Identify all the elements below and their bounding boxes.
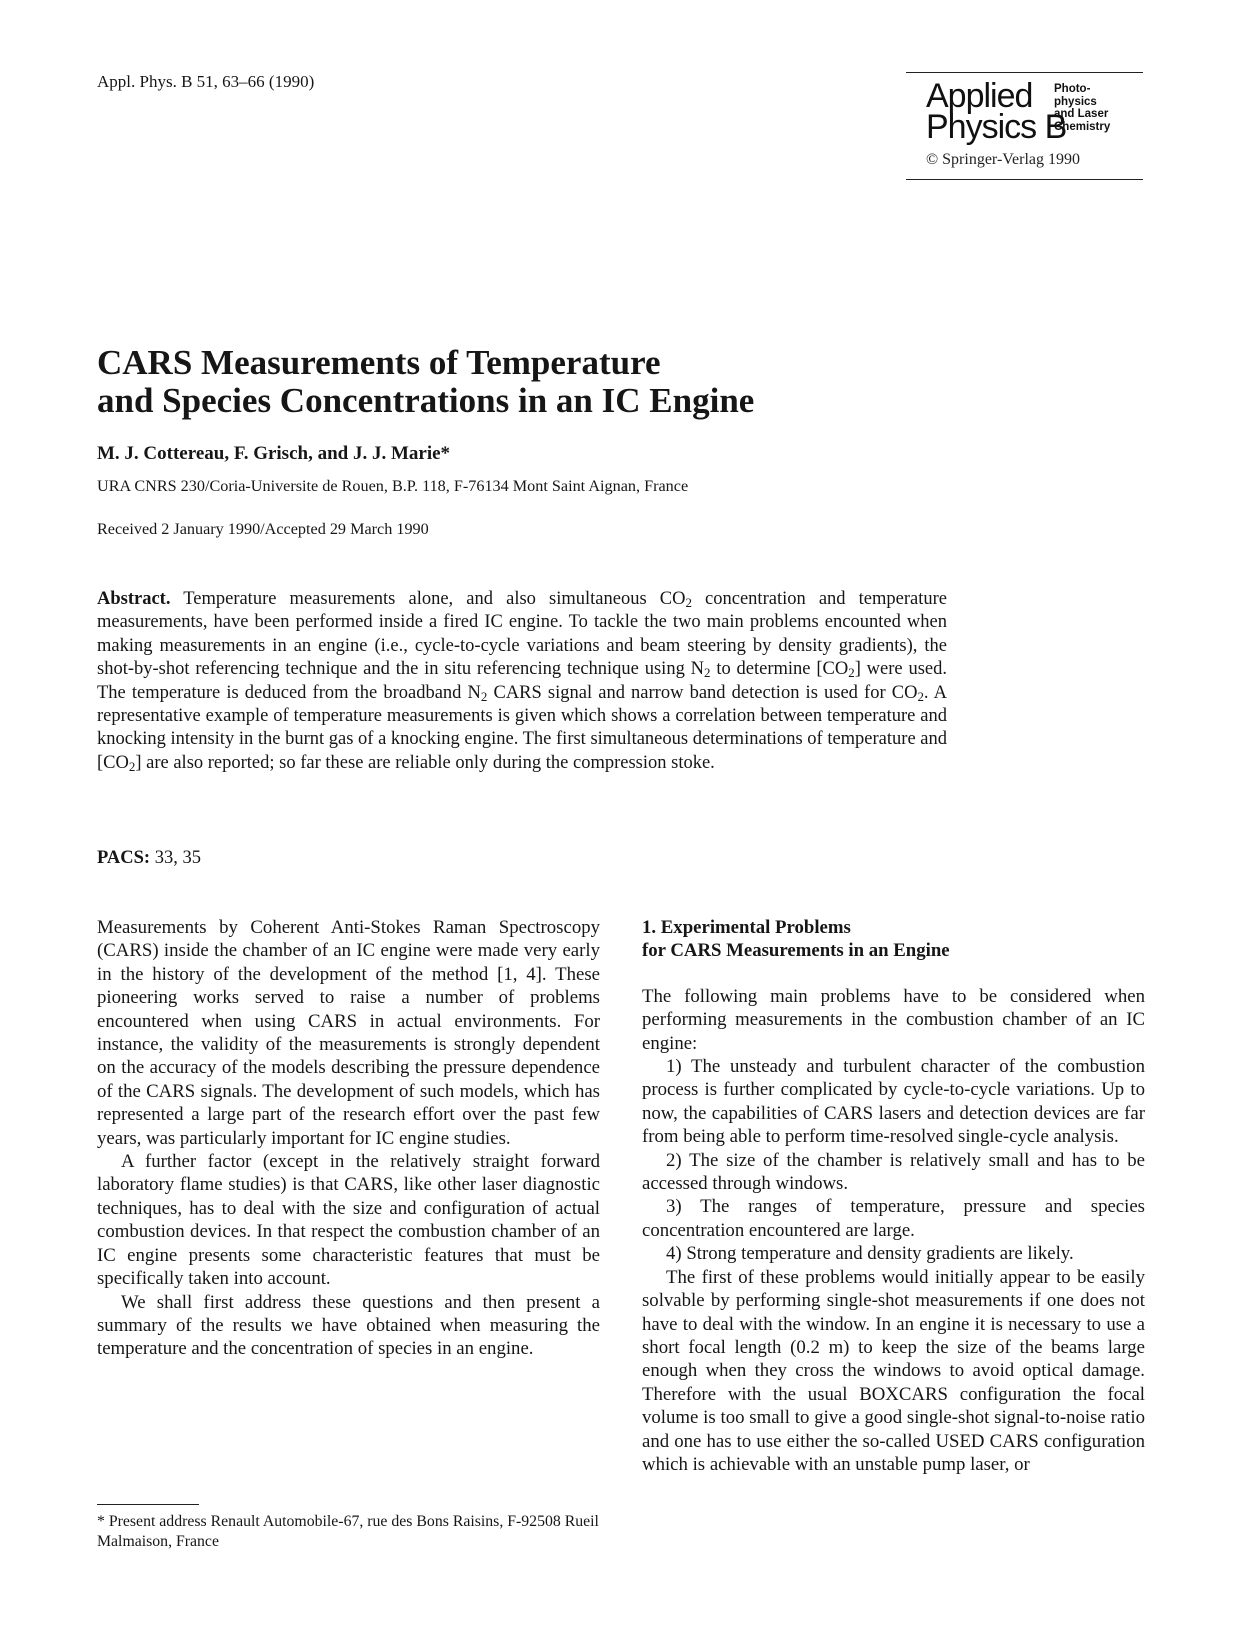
paper-title: CARS Measurements of Temperature and Species Concentrations in an IC Engine xyxy=(97,343,755,420)
journal-subject: Photo- physics and Laser Chemistry xyxy=(1054,83,1111,133)
list-item: 2) The size of the chamber is relatively small and has to be accessed through windows. xyxy=(642,1149,1145,1195)
copyright: © Springer-Verlag 1990 xyxy=(926,151,1081,168)
list-item: 3) The ranges of temperature, pressure and species concentration encountered are large. xyxy=(642,1196,1145,1241)
journal-citation: Appl. Phys. B 51, 63–66 (1990) xyxy=(97,72,315,91)
right-column xyxy=(642,916,1145,1476)
paragraph: Measurements by Coherent Anti-Stokes Raman Spectroscopy (CARS) inside the chamber of an IC engine were made very early in the history of the development of the method [1, 4]. These pioneering works served to raise a number of problems encountered when using CARS in actual environments. For instance, the validity of the measurements is strongly dependent on the accuracy of the models describing the pressure dependence of the CARS signals. The development of such models, which has represented a large part of the research effort over the past few years, was particularly important for IC engine studies. xyxy=(97,917,600,1149)
left-column xyxy=(97,916,600,1361)
abstract: Abstract. Temperature measurements alone, and also simultaneous $CO_2$ concentration and temperature measurements, have been performed inside a fired IC engine. To tackle the two main problems encounted when making measurements in an engine (i.e., cycle-to-cycle variations and beam steering by density gradients), the shot-by-shot referencing technique and the in situ referencing technique using $N_2$ to determine $[CO_2]$ were used. The temperature is deduced from the broadband $N_2$ CARS signal and narrow band detection is used for $CO_2$. A representative example of temperature measurements is given which shows a correlation between temperature and knocking intensity in the burnt gas of a knocking engine. The first simultaneous determinations of temperature and $[CO_2]$ are also reported; so far these are reliable only during the compression stoke. xyxy=(97,589,948,774)
footnote-divider xyxy=(97,1504,199,1505)
journal-name: Applied Physics B xyxy=(926,77,1067,146)
section-heading: 1. Experimental Problems for CARS Measurements in an Engine xyxy=(642,917,950,962)
footnote: * Present address Renault Automobile-67, rue des Bons Raisins, F-92508 Rueil Malmaison, France xyxy=(97,1513,599,1550)
paragraph: The first of these problems would initially appear to be easily solvable by performing single-shot measurements if one does not have to deal with the window. In an engine it is necessary to use a short focal length (0.2 m) to keep the size of the beams large enough when they cross the windows to avoid optical damage. Therefore with the usual BOXCARS configuration the focal volume is too small to give a good single-shot signal-to-noise ratio and one has to use either the so-called USED CARS configuration which is achievable with an unstable pump laser, or xyxy=(642,1266,1145,1475)
affiliation: URA CNRS 230/Coria-Universite de Rouen, B.P. 118, F-76134 Mont Saint Aignan, France xyxy=(97,477,689,495)
pacs-codes: PACS: 33, 35 xyxy=(97,848,201,868)
list-item: 4) Strong temperature and density gradients are likely. xyxy=(666,1243,1074,1265)
journal-logo xyxy=(906,72,1143,180)
abstract-label: Abstract. xyxy=(97,589,171,609)
received-date: Received 2 January 1990/Accepted 29 March 1990 xyxy=(97,520,429,538)
paragraph: The following main problems have to be considered when performing measurements in the combustion chamber of an IC engine: xyxy=(642,985,1145,1054)
paragraph: We shall first address these questions and then present a summary of the results we have obtained when measuring the temperature and the concentration of species in an engine. xyxy=(97,1291,600,1360)
list-item: 1) The unsteady and turbulent character of the combustion process is further complicated by cycle-to-cycle variations. Up to now, the capabilities of CARS lasers and detection devices are far from being able to perform time-resolved single-cycle analysis. xyxy=(642,1056,1145,1148)
paragraph: A further factor (except in the relatively straight forward laboratory flame studies) is that CARS, like other laser diagnostic techniques, has to deal with the size and configuration of actual combustion devices. In that respect the combustion chamber of an IC engine presents some characteristic features that must be specifically taken into account. xyxy=(97,1151,600,1290)
authors: M. J. Cottereau, F. Grisch, and J. J. Marie* xyxy=(97,443,451,464)
